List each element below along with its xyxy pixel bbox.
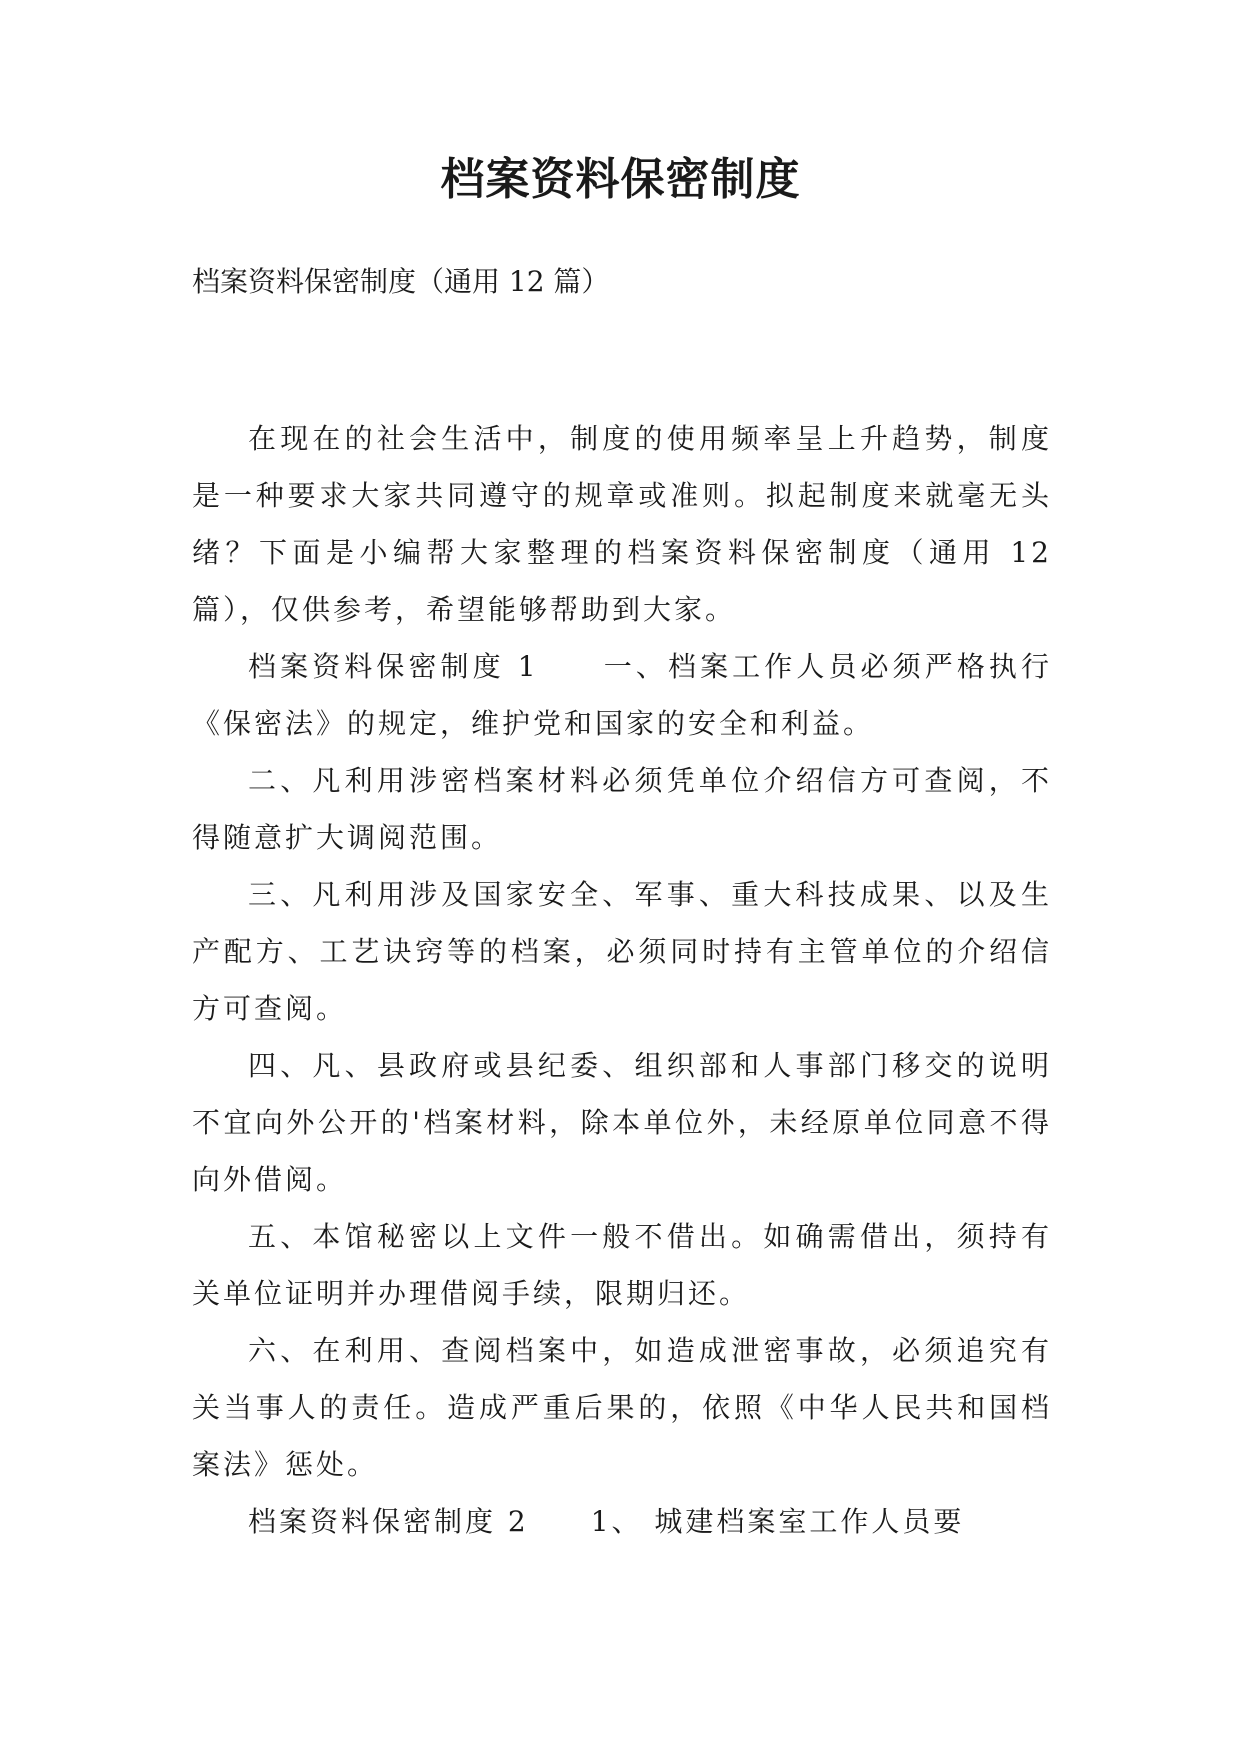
paragraph-section-1-item-6: 六、在利用、查阅档案中，如造成泄密事故，必须追究有关当事人的责任。造成严重后果的，依照《中华人民共和国档案法》惩处。 — [192, 1334, 1052, 1481]
paragraph-section-1-item-4: 四、凡、县政府或县纪委、组织部和人事部门移交的说明不宜向外公开的'档案材料，除本单位外，未经原单位同意不得向外借阅。 — [192, 1049, 1052, 1196]
paragraph-intro: 在现在的社会生活中，制度的使用频率呈上升趋势，制度是一种要求大家共同遵守的规章或准则。拟起制度来就毫无头绪？下面是小编帮大家整理的档案资料保密制度（通用 12 篇），仅供参考，希望能够帮助到大家。 — [192, 422, 1052, 626]
paragraph-section-1-item-2: 二、凡利用涉密档案材料必须凭单位介绍信方可查阅，不得随意扩大调阅范围。 — [192, 764, 1052, 854]
paragraph-section-1-item-5: 五、本馆秘密以上文件一般不借出。如确需借出，须持有关单位证明并办理借阅手续，限期归还。 — [192, 1220, 1052, 1310]
paragraph-section-2-start: 档案资料保密制度 2 1、 城建档案室工作人员要 — [248, 1505, 965, 1538]
document-title: 档案资料保密制度 — [440, 154, 801, 205]
paragraph-section-1-item-1: 档案资料保密制度 1 一、档案工作人员必须严格执行《保密法》的规定，维护党和国家的安全和利益。 — [192, 650, 1052, 740]
document-subtitle: 档案资料保密制度（通用 12 篇） — [192, 265, 610, 298]
document-body — [192, 410, 1052, 1550]
paragraph-section-1-item-3: 三、凡利用涉及国家安全、军事、重大科技成果、以及生产配方、工艺诀窍等的档案，必须同时持有主管单位的介绍信方可查阅。 — [192, 878, 1052, 1025]
